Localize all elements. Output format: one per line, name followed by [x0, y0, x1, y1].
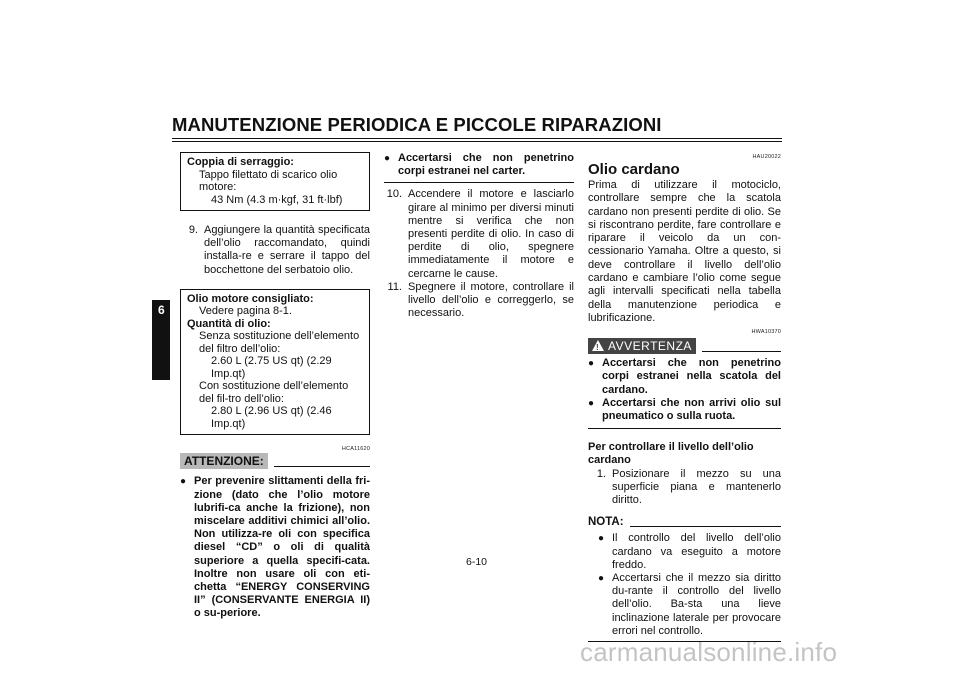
warning-label: AVVERTENZA — [608, 339, 692, 354]
bullet-icon: ● — [180, 476, 187, 488]
note-header — [588, 515, 781, 529]
quantity-value-2: 2.80 L (2.96 US qt) (2.46 Imp.qt) — [211, 405, 332, 430]
quantity-with-filter: Con sostituzione dell’elemento del fil-tro dell’olio: — [199, 380, 349, 405]
note-bullet-1 — [588, 532, 781, 572]
bullet-icon: ● — [384, 153, 391, 164]
title-rule — [172, 138, 782, 139]
warning-end-rule — [588, 428, 781, 429]
step-number: 10. — [386, 188, 402, 201]
step-text: Accendere il motore e lasciarlo girare al minimo per diversi minuti mentre si verifica che non presenti perdite di olio. In caso di perdite di olio, spegnere immediatamente il motore e cercarne le cause. — [408, 188, 574, 280]
step-text: Aggiungere la quantità specificata dell’olio raccomandato, quindi installa-re e serrare il tappo del bocchettone del serbatoio olio. — [204, 224, 370, 276]
title-rule-thin — [172, 141, 782, 142]
torque-heading: Coppia di serraggio: — [187, 156, 294, 168]
warning-triangle-icon: ! — [592, 340, 604, 351]
torque-value: 43 Nm (4.3 m·kgf, 31 ft·lbf) — [211, 193, 343, 206]
bullet-icon: ● — [588, 397, 595, 409]
caution-bullet — [180, 475, 370, 620]
oil-spec-box — [180, 289, 370, 436]
caution-code: HCA11620 — [341, 446, 370, 453]
torque-line: Tappo filettato di scarico olio motore: — [199, 168, 338, 193]
quantity-without-filter: Senza sostituzione dell’elemento del filtro dell’olio: — [199, 330, 360, 355]
section-code: HAU20022 — [752, 154, 781, 160]
note-text-1: Il controllo del livello dell’olio cardano va eseguito a motore freddo. — [612, 532, 781, 571]
warning-rule — [702, 351, 781, 352]
step-11 — [384, 281, 574, 321]
column-left — [180, 152, 370, 621]
note-rule — [630, 526, 781, 527]
column-middle — [384, 152, 574, 320]
caution-end-rule — [384, 182, 574, 183]
warning-label-box — [588, 338, 696, 354]
carter-bullet — [384, 152, 574, 178]
bullet-icon: ● — [598, 533, 605, 545]
caution-label: ATTENZIONE: — [180, 453, 268, 469]
intro-paragraph: Prima di utilizzare il motociclo, controllare sempre che la scatola cardano non presenti perdite di olio. Se si riscontrano perdite, fare controllare e riparare il veicolo da un con-cessionario Yamaha. Oltre a questo, si deve controllare il livello dell’olio cardano e cambiare l’olio come segue agli intervalli specificati nella tabella della manutenzione periodica e lubrificazione. — [588, 179, 781, 324]
quantity-value-1: 2.60 L (2.75 US qt) (2.29 Imp.qt) — [211, 355, 332, 380]
chapter-number: 6 — [158, 303, 165, 317]
carter-text: Accertarsi che non penetrino corpi estranei nel carter. — [398, 152, 574, 178]
note-text-2: Accertarsi che il mezzo sia diritto du-rante il controllo del livello dell’olio. Ba-sta una lieve inclinazione laterale per provocare errori nel controllo. — [612, 571, 781, 637]
section-title: Olio cardano — [588, 161, 680, 178]
step-number: 9. — [188, 224, 198, 236]
bullet-icon: ● — [588, 358, 595, 370]
warning-code: HWA10370 — [751, 329, 781, 336]
warning-text-1: Accertarsi che non penetrino corpi estranei nella scatola del cardano. — [602, 357, 781, 396]
note-bullet-2 — [588, 572, 781, 638]
step-9 — [180, 224, 370, 277]
page-title: MANUTENZIONE PERIODICA E PICCOLE RIPARAZIONI — [172, 114, 662, 135]
caution-text: Per prevenire slittamenti della fri-zione (dato che l’olio motore lubrifi-ca anche la frizione), non miscelare additivi chimici all’olio. Non utilizza-re oli con specifica diesel “CD” o oli di qualità superiore a quella specifi-cata. Inoltre non usare oli con eti-chetta “ENERGY CONSERVING II” (CONSERVANTE ENERGIA II) o su-periore. — [194, 475, 370, 620]
warning-header — [588, 338, 781, 354]
step-number: 1. — [596, 467, 606, 480]
oil-heading: Olio motore consigliato: — [187, 292, 314, 305]
warning-bullet-1 — [588, 357, 781, 397]
step-10 — [384, 188, 574, 280]
quantity-heading: Quantità di olio: — [187, 317, 271, 330]
torque-spec-box — [180, 152, 370, 211]
step-text: Spegnere il motore, controllare il livello dell’olio e correggerlo, se necessario. — [408, 280, 574, 320]
column-right — [588, 154, 781, 642]
page-number: 6-10 — [466, 556, 488, 568]
procedure-heading: Per controllare il livello dell’olio cardano — [588, 441, 754, 467]
step-text: Posizionare il mezzo su una superficie piana e mantenerlo diritto. — [612, 467, 781, 507]
note-label: NOTA: — [588, 516, 624, 529]
step-number: 11. — [387, 280, 402, 293]
warning-text-2: Accertarsi che non arrivi olio sul pneumatico o sulla ruota. — [602, 396, 781, 423]
procedure-step-1 — [588, 468, 781, 508]
oil-reference: Vedere pagina 8-1. — [199, 305, 292, 318]
bullet-icon: ● — [598, 572, 605, 584]
warning-bullet-2 — [588, 397, 781, 423]
watermark: carmanualsonline.info — [580, 637, 838, 667]
caution-header — [180, 453, 370, 469]
caution-rule — [274, 466, 370, 467]
